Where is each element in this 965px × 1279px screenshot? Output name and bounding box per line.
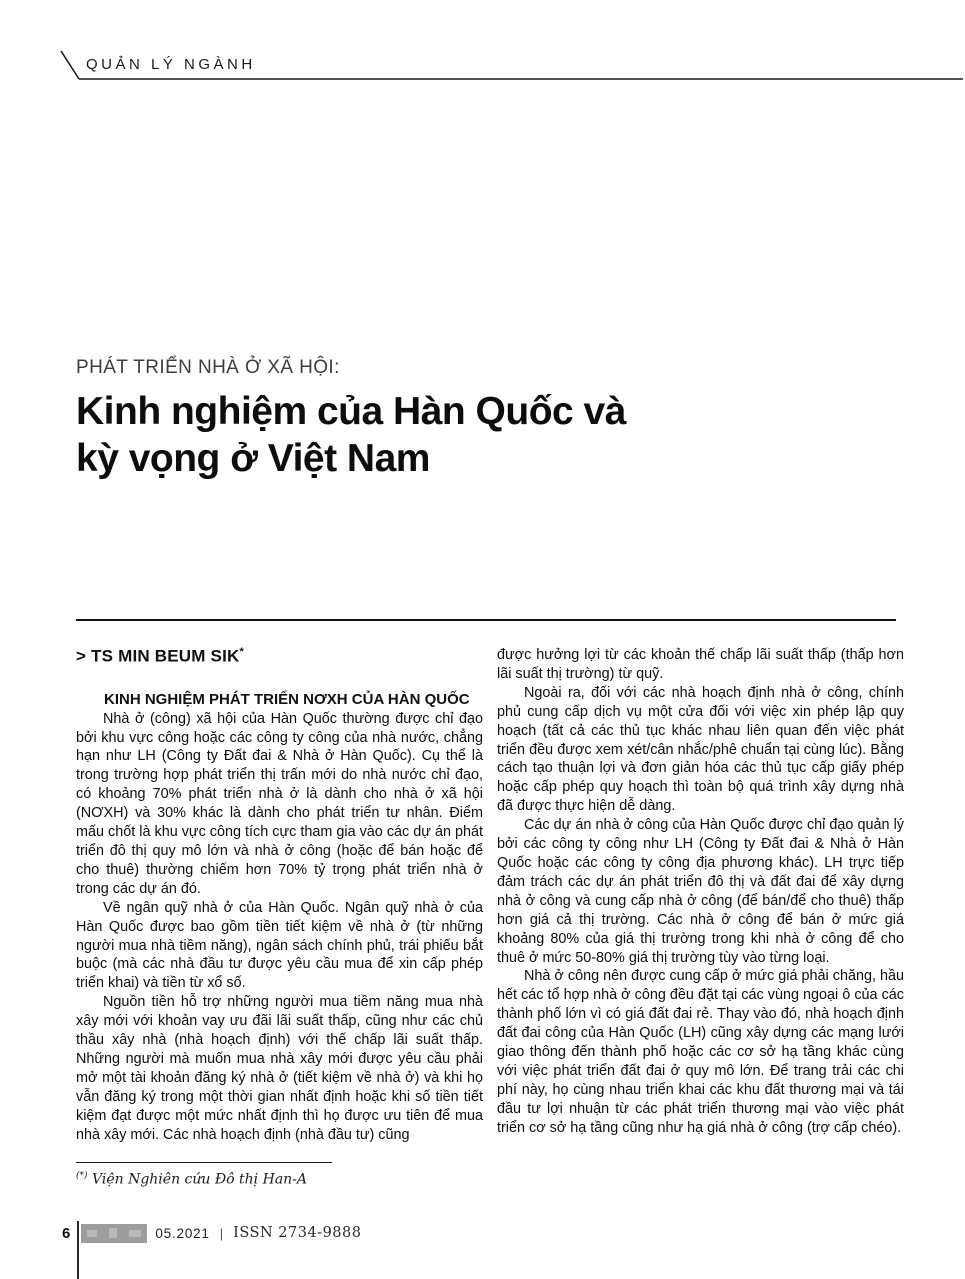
issn-number: ISSN 2734-9888 bbox=[233, 1225, 362, 1241]
journal-logo bbox=[81, 1224, 147, 1243]
author-name: > TS MIN BEUM SIK bbox=[76, 646, 240, 666]
right-column bbox=[497, 646, 904, 1145]
author-note-mark: * bbox=[239, 646, 244, 658]
title-divider bbox=[76, 619, 896, 621]
paragraph: Nhà ở công nên được cung cấp ở mức giá phải chăng, hầu hết các tổ hợp nhà ở công đều đặt tại các vùng ngoại ô của các thành phố lớn vì có giá đất đai rẻ. Thay vào đó, nhà hoạch định đất đai công của Hàn Quốc (LH) cũng xây dựng các mạng lưới giao thông đến thành phố hoặc các cơ sở hạ tầng khác cùng với việc phát triển đất đai ở quy mô lớn. Để trang trải các chi phí này, họ cùng nhau triển khai các khu đất thương mại và tái đầu tư lợi nhuận từ các phát triển thương mại vào việc phát triển cơ sở hạ tầng cũng như hạ giá nhà ở công (trợ cấp chéo). bbox=[497, 968, 904, 1136]
footnote bbox=[76, 1171, 307, 1188]
page-number: 6 bbox=[62, 1224, 71, 1242]
left-column bbox=[76, 646, 483, 1145]
footnote-rule bbox=[76, 1162, 332, 1163]
paragraph: Về ngân quỹ nhà ở của Hàn Quốc. Ngân quỹ nhà ở của Hàn Quốc được bao gồm tiền tiết kiệm về nhà ở (từ những người mua nhà tiềm năng), ngân sách chính phủ, trái phiếu bắt buộc (mà các nhà đầu tư được yêu cầu mua để xin cấp phép triển khai) và tiền từ xổ số. bbox=[76, 899, 483, 992]
article-body bbox=[76, 646, 904, 1145]
article-title bbox=[76, 388, 816, 482]
article-kicker: PHÁT TRIỂN NHÀ Ở XÃ HỘI: bbox=[76, 357, 340, 378]
paragraph: Nguồn tiền hỗ trợ những người mua tiềm năng mua nhà xây mới với khoản vay ưu đãi lãi suất thấp, cũng như các chủ thầu xây nhà (nhà hoạch định) với thế chấp lãi suất thấp. Những người mà muốn mua nhà xây mới được yêu cầu phải mở một tài khoản đăng ký nhà ở (tiết kiệm về nhà ở) và khi họ vẫn đăng ký trong một thời gian nhất định hoặc khi số tiền tiết kiệm đạt được một mức nhất định thì họ được ưu tiên để mua nhà xây mới. Các nhà hoạch định (nhà đầu tư) cũng bbox=[76, 994, 483, 1143]
footnote-marker: (*) bbox=[76, 1171, 88, 1181]
paragraph: Ngoài ra, đối với các nhà hoạch định nhà ở công, chính phủ cung cấp dịch vụ một cửa đối với việc xin phép lập quy hoạch (tất cả các thủ tục khác nhau liên quan đến việc phát triển đều được xem xét/cân nhắc/phê chuẩn tại cùng lúc). Bằng cách tạo thuận lợi và đơn giản hóa các thủ tục cấp giấy phép hoặc cấp phép quy hoạch thì toàn bộ quá trình xây dựng nhà đã được thực hiện dễ dàng. bbox=[497, 684, 904, 815]
article-title-line1: Kinh nghiệm của Hàn Quốc và bbox=[76, 390, 626, 433]
footer-separator: | bbox=[219, 1225, 224, 1241]
issue-date: 05.2021 bbox=[155, 1225, 210, 1241]
page-header bbox=[0, 48, 965, 88]
author-byline bbox=[76, 646, 483, 667]
paragraph: Nhà ở (công) xã hội của Hàn Quốc thường được chỉ đạo bởi khu vực công hoặc các công ty công của nhà nước, chẳng hạn như LH (Công ty Đất đai & Nhà ở Hàn Quốc). Cụ thể là trong trường hợp phát triển thị trấn mới do nhà nước chỉ đạo, có khoảng 70% phát triển nhà ở là dành cho nhà ở xã hội (NƠXH) và 30% khác là dành cho phát triển tư nhân. Điểm mấu chốt là khu vực công tích cực tham gia vào các dự án phát triển đô thị quy mô lớn và nhà ở công (hoặc để bán hoặc để cho thuê) thường chiếm hơn 70% tỷ trọng phát triển nhà ở trong các dự án đó. bbox=[76, 710, 483, 897]
article-title-line2: kỳ vọng ở Việt Nam bbox=[76, 437, 430, 480]
footnote-text: Viện Nghiên cứu Đô thị Han-A bbox=[91, 1171, 308, 1188]
page-footer bbox=[62, 1221, 361, 1245]
paragraph: được hưởng lợi từ các khoản thế chấp lãi suất thấp (thấp hơn lãi suất thị trường) từ quỹ. bbox=[497, 647, 904, 682]
footer-vertical-rule bbox=[77, 1221, 79, 1279]
section-label: QUẢN LÝ NGÀNH bbox=[86, 56, 256, 73]
title-block bbox=[76, 357, 816, 482]
section-heading: KINH NGHIỆM PHÁT TRIỂN NƠXH CỦA HÀN QUỐC bbox=[104, 690, 470, 708]
paragraph: Các dự án nhà ở công của Hàn Quốc được chỉ đạo quản lý bởi các công ty công như LH (Công ty Đất đai & Nhà ở Hàn Quốc hoặc các công ty công địa phương khác). LH trực tiếp đảm trách các dự án phát triển đô thị và đất đai để xây dựng nhà ở công và cung cấp nhà ở công (để bán/để cho thuê) thấp hơn giá cả thị trường. Các nhà ở công để bán ở mức giá khoảng 80% của giá thị trường trong khi nhà ở công để cho thuê ở mức 50-80% giá thị trường tùy vào từng loại. bbox=[497, 817, 904, 966]
